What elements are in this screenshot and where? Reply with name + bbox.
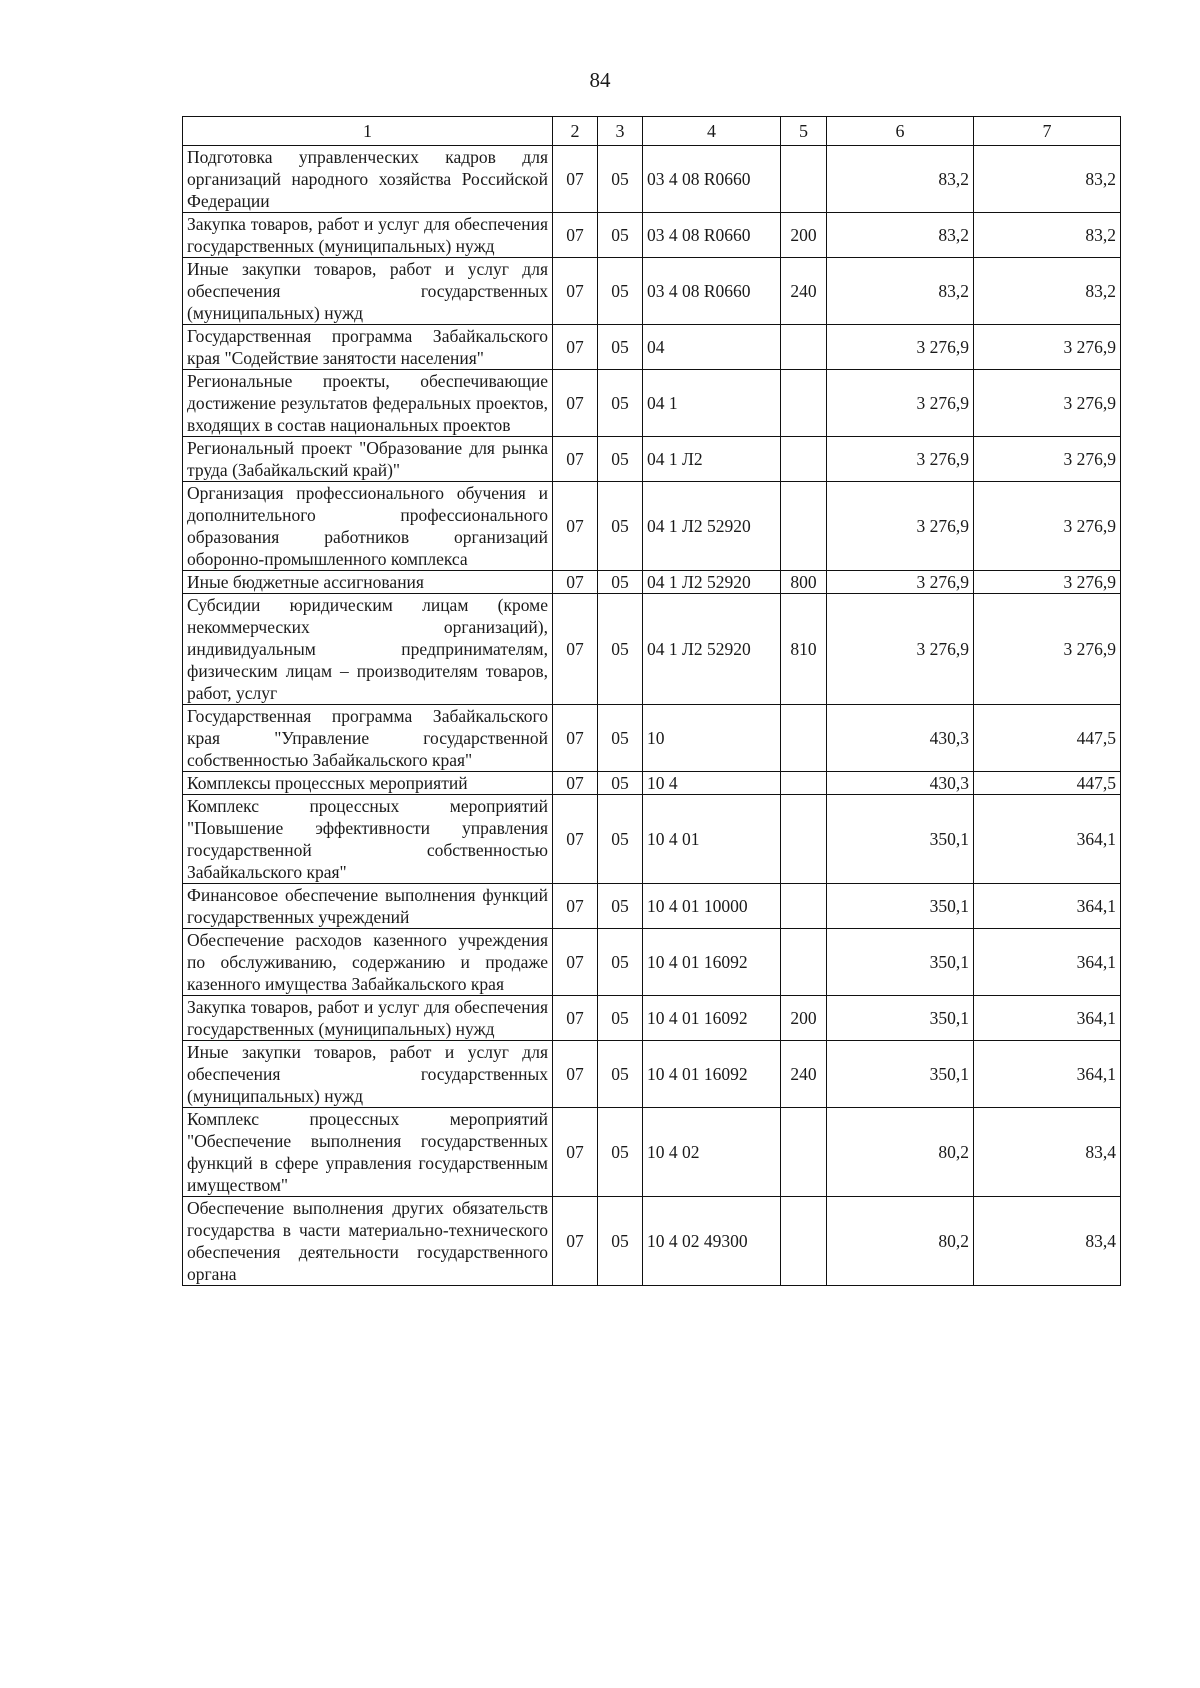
row-amount-year2: 364,1 <box>974 1041 1121 1108</box>
table-row <box>183 482 1121 571</box>
row-section: 07 <box>553 1108 598 1197</box>
row-target-code: 10 4 01 16092 <box>643 929 781 996</box>
row-amount-year1: 3 276,9 <box>827 571 974 594</box>
row-amount-year2: 364,1 <box>974 996 1121 1041</box>
row-name: Региональный проект "Образование для рынка труда (Забайкальский край)" <box>183 437 553 482</box>
row-expense-type: 800 <box>781 571 827 594</box>
row-name: Закупка товаров, работ и услуг для обеспечения государственных (муниципальных) нужд <box>183 996 553 1041</box>
row-expense-type <box>781 370 827 437</box>
row-section: 07 <box>553 1197 598 1286</box>
table-row <box>183 213 1121 258</box>
row-section: 07 <box>553 705 598 772</box>
row-name: Комплексы процессных мероприятий <box>183 772 553 795</box>
row-name: Иные закупки товаров, работ и услуг для обеспечения государственных (муниципальных) нужд <box>183 1041 553 1108</box>
row-section: 07 <box>553 482 598 571</box>
row-amount-year1: 80,2 <box>827 1108 974 1197</box>
row-amount-year1: 350,1 <box>827 996 974 1041</box>
column-header: 5 <box>781 117 827 146</box>
table-row <box>183 571 1121 594</box>
table-row <box>183 929 1121 996</box>
row-section: 07 <box>553 213 598 258</box>
column-header: 7 <box>974 117 1121 146</box>
row-target-code: 04 <box>643 325 781 370</box>
row-subsection: 05 <box>598 1197 643 1286</box>
row-amount-year2: 447,5 <box>974 772 1121 795</box>
row-amount-year1: 80,2 <box>827 1197 974 1286</box>
table-row <box>183 884 1121 929</box>
row-name: Обеспечение выполнения других обязательств государства в части материально-технического обеспечения деятельности государственного органа <box>183 1197 553 1286</box>
row-amount-year2: 83,4 <box>974 1108 1121 1197</box>
row-name: Подготовка управленческих кадров для организаций народного хозяйства Российской Федерации <box>183 146 553 213</box>
row-subsection: 05 <box>598 929 643 996</box>
row-expense-type <box>781 146 827 213</box>
row-amount-year2: 3 276,9 <box>974 482 1121 571</box>
table-row <box>183 1197 1121 1286</box>
row-target-code: 10 4 02 49300 <box>643 1197 781 1286</box>
table-row <box>183 772 1121 795</box>
row-subsection: 05 <box>598 146 643 213</box>
row-target-code: 03 4 08 R0660 <box>643 258 781 325</box>
column-header: 4 <box>643 117 781 146</box>
row-subsection: 05 <box>598 571 643 594</box>
row-section: 07 <box>553 594 598 705</box>
row-subsection: 05 <box>598 996 643 1041</box>
row-target-code: 10 4 <box>643 772 781 795</box>
row-name: Комплекс процессных мероприятий "Повышение эффективности управления государственной собственностью Забайкальского края" <box>183 795 553 884</box>
row-name: Обеспечение расходов казенного учреждения по обслуживанию, содержанию и продаже казенного имущества Забайкальского края <box>183 929 553 996</box>
row-amount-year1: 83,2 <box>827 146 974 213</box>
row-section: 07 <box>553 772 598 795</box>
table-row <box>183 370 1121 437</box>
row-target-code: 04 1 Л2 52920 <box>643 594 781 705</box>
row-subsection: 05 <box>598 884 643 929</box>
row-expense-type <box>781 325 827 370</box>
row-amount-year1: 350,1 <box>827 884 974 929</box>
row-section: 07 <box>553 795 598 884</box>
table-row <box>183 258 1121 325</box>
table-row <box>183 146 1121 213</box>
row-amount-year2: 364,1 <box>974 929 1121 996</box>
row-expense-type <box>781 705 827 772</box>
row-expense-type: 200 <box>781 213 827 258</box>
row-section: 07 <box>553 146 598 213</box>
table-row <box>183 1041 1121 1108</box>
column-header: 1 <box>183 117 553 146</box>
row-amount-year1: 3 276,9 <box>827 594 974 705</box>
table-row <box>183 325 1121 370</box>
row-amount-year1: 83,2 <box>827 213 974 258</box>
row-expense-type <box>781 1108 827 1197</box>
row-subsection: 05 <box>598 370 643 437</box>
row-amount-year2: 83,4 <box>974 1197 1121 1286</box>
page-number: 84 <box>589 68 611 92</box>
row-subsection: 05 <box>598 213 643 258</box>
row-subsection: 05 <box>598 705 643 772</box>
row-amount-year2: 3 276,9 <box>974 437 1121 482</box>
row-subsection: 05 <box>598 1041 643 1108</box>
row-expense-type <box>781 929 827 996</box>
row-subsection: 05 <box>598 594 643 705</box>
row-amount-year2: 83,2 <box>974 213 1121 258</box>
row-amount-year1: 3 276,9 <box>827 325 974 370</box>
row-target-code: 10 4 01 16092 <box>643 1041 781 1108</box>
row-amount-year1: 3 276,9 <box>827 482 974 571</box>
row-target-code: 04 1 Л2 52920 <box>643 482 781 571</box>
row-amount-year2: 3 276,9 <box>974 594 1121 705</box>
row-expense-type <box>781 1197 827 1286</box>
row-name: Организация профессионального обучения и дополнительного профессионального образования работников организаций оборонно-промышленного комплекса <box>183 482 553 571</box>
row-amount-year1: 3 276,9 <box>827 437 974 482</box>
table-header <box>183 117 1121 146</box>
row-section: 07 <box>553 884 598 929</box>
row-target-code: 04 1 Л2 52920 <box>643 571 781 594</box>
column-header: 3 <box>598 117 643 146</box>
column-header: 6 <box>827 117 974 146</box>
row-expense-type <box>781 884 827 929</box>
row-name: Государственная программа Забайкальского края "Содействие занятости населения" <box>183 325 553 370</box>
row-amount-year1: 430,3 <box>827 705 974 772</box>
row-amount-year2: 447,5 <box>974 705 1121 772</box>
budget-table <box>182 116 1121 1286</box>
table-row <box>183 996 1121 1041</box>
row-amount-year1: 83,2 <box>827 258 974 325</box>
row-subsection: 05 <box>598 482 643 571</box>
row-expense-type: 200 <box>781 996 827 1041</box>
row-section: 07 <box>553 258 598 325</box>
row-amount-year2: 3 276,9 <box>974 370 1121 437</box>
row-subsection: 05 <box>598 258 643 325</box>
table-row <box>183 594 1121 705</box>
row-subsection: 05 <box>598 772 643 795</box>
row-expense-type: 810 <box>781 594 827 705</box>
row-target-code: 04 1 Л2 <box>643 437 781 482</box>
row-target-code: 10 4 02 <box>643 1108 781 1197</box>
row-target-code: 10 4 01 <box>643 795 781 884</box>
row-target-code: 10 4 01 10000 <box>643 884 781 929</box>
row-amount-year1: 350,1 <box>827 1041 974 1108</box>
row-expense-type <box>781 482 827 571</box>
row-amount-year2: 364,1 <box>974 884 1121 929</box>
row-subsection: 05 <box>598 325 643 370</box>
row-target-code: 10 <box>643 705 781 772</box>
row-section: 07 <box>553 1041 598 1108</box>
row-name: Закупка товаров, работ и услуг для обеспечения государственных (муниципальных) нужд <box>183 213 553 258</box>
row-amount-year1: 350,1 <box>827 795 974 884</box>
row-amount-year2: 83,2 <box>974 258 1121 325</box>
row-section: 07 <box>553 929 598 996</box>
row-section: 07 <box>553 370 598 437</box>
row-section: 07 <box>553 996 598 1041</box>
row-section: 07 <box>553 437 598 482</box>
row-name: Региональные проекты, обеспечивающие достижение результатов федеральных проектов, входящих в состав национальных проектов <box>183 370 553 437</box>
table-row <box>183 1108 1121 1197</box>
table-row <box>183 705 1121 772</box>
row-target-code: 10 4 01 16092 <box>643 996 781 1041</box>
row-name: Иные бюджетные ассигнования <box>183 571 553 594</box>
row-amount-year1: 3 276,9 <box>827 370 974 437</box>
row-target-code: 03 4 08 R0660 <box>643 146 781 213</box>
row-target-code: 04 1 <box>643 370 781 437</box>
row-expense-type: 240 <box>781 258 827 325</box>
row-name: Государственная программа Забайкальского края "Управление государственной собственностью Забайкальского края" <box>183 705 553 772</box>
row-name: Комплекс процессных мероприятий "Обеспечение выполнения государственных функций в сфере управления государственным имуществом" <box>183 1108 553 1197</box>
table-row <box>183 437 1121 482</box>
row-amount-year2: 364,1 <box>974 795 1121 884</box>
row-section: 07 <box>553 325 598 370</box>
table-body <box>183 146 1121 1286</box>
row-amount-year2: 3 276,9 <box>974 325 1121 370</box>
row-target-code: 03 4 08 R0660 <box>643 213 781 258</box>
row-name: Финансовое обеспечение выполнения функций государственных учреждений <box>183 884 553 929</box>
row-expense-type <box>781 772 827 795</box>
row-subsection: 05 <box>598 1108 643 1197</box>
row-expense-type <box>781 437 827 482</box>
column-header: 2 <box>553 117 598 146</box>
row-name: Субсидии юридическим лицам (кроме некоммерческих организаций), индивидуальным предпринимателям, физическим лицам – производителям товаров, работ, услуг <box>183 594 553 705</box>
row-section: 07 <box>553 571 598 594</box>
row-subsection: 05 <box>598 437 643 482</box>
row-amount-year1: 350,1 <box>827 929 974 996</box>
row-amount-year2: 83,2 <box>974 146 1121 213</box>
row-amount-year2: 3 276,9 <box>974 571 1121 594</box>
row-expense-type: 240 <box>781 1041 827 1108</box>
row-name: Иные закупки товаров, работ и услуг для обеспечения государственных (муниципальных) нужд <box>183 258 553 325</box>
row-amount-year1: 430,3 <box>827 772 974 795</box>
header-row <box>183 117 1121 146</box>
table-row <box>183 795 1121 884</box>
row-expense-type <box>781 795 827 884</box>
row-subsection: 05 <box>598 795 643 884</box>
